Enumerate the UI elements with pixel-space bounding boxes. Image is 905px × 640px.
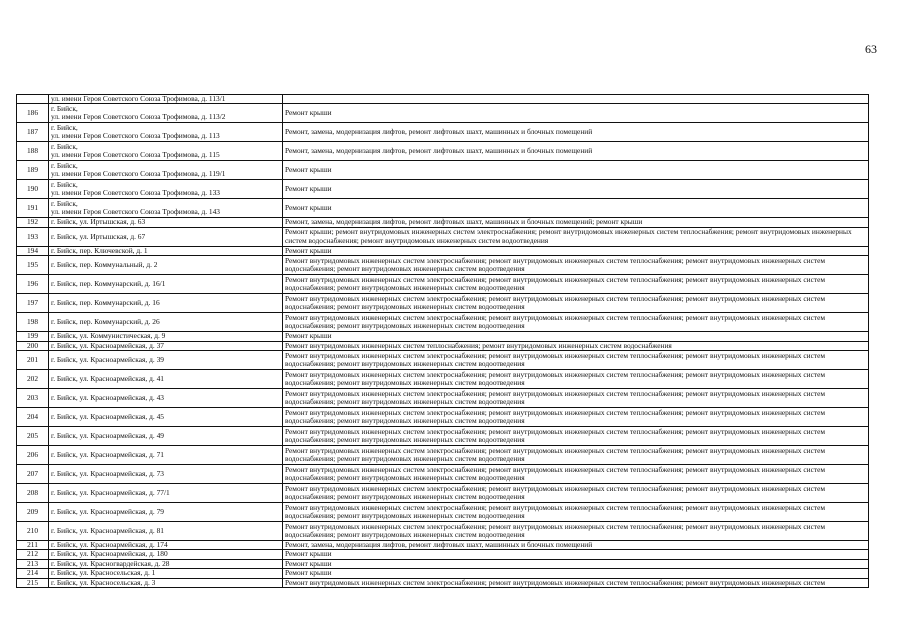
table-row xyxy=(17,550,869,559)
row-address: г. Бийск, пер. Коммунарский, д. 26 xyxy=(49,313,283,332)
row-works xyxy=(283,95,869,104)
row-works: Ремонт внутридомовых инженерных систем электроснабжения; ремонт внутридомовых инженерных систем теплоснабжения; ремонт внутридомовых инженерных систем водоснабжения; ремонт внутридомовых инженерных систем водоотведения xyxy=(283,465,869,484)
row-address: ул. имени Героя Советского Союза Трофимова, д. 113/1 xyxy=(49,95,283,104)
table-row xyxy=(17,199,869,218)
row-works: Ремонт внутридомовых инженерных систем электроснабжения; ремонт внутридомовых инженерных систем теплоснабжения; ремонт внутридомовых инженерных систем водоснабжения; ремонт внутридомовых инженерных систем водоотведения xyxy=(283,484,869,503)
row-works: Ремонт крыши xyxy=(283,199,869,218)
row-address: г. Бийск, пер. Коммунальный, д. 2 xyxy=(49,256,283,275)
row-works: Ремонт крыши; ремонт внутридомовых инженерных систем электроснабжения; ремонт внутридомовых инженерных систем теплоснабжения; ремонт внутридомовых инженерных систем водоснабжения; ремонт внутридомовых инженерных систем водоотведения xyxy=(283,227,869,246)
row-address: г. Бийск, ул. Красноармейская, д. 174 xyxy=(49,541,283,550)
row-works: Ремонт внутридомовых инженерных систем электроснабжения; ремонт внутридомовых инженерных систем теплоснабжения; ремонт внутридомовых инженерных систем водоснабжения; ремонт внутридомовых инженерных систем водоотведения xyxy=(283,408,869,427)
row-address: г. Бийск, ул. Красноармейская, д. 81 xyxy=(49,522,283,541)
table-row xyxy=(17,332,869,341)
row-number: 187 xyxy=(17,123,49,142)
row-number: 202 xyxy=(17,370,49,389)
table-row xyxy=(17,408,869,427)
row-number: 195 xyxy=(17,256,49,275)
row-address: г. Бийск, ул. Красноармейская, д. 39 xyxy=(49,351,283,370)
row-works: Ремонт крыши xyxy=(283,180,869,199)
row-works: Ремонт крыши xyxy=(283,332,869,341)
row-number: 213 xyxy=(17,559,49,568)
row-works: Ремонт внутридомовых инженерных систем электроснабжения; ремонт внутридомовых инженерных систем теплоснабжения; ремонт внутридомовых инженерных систем xyxy=(283,578,869,587)
row-number: 186 xyxy=(17,104,49,123)
table-row xyxy=(17,522,869,541)
table-row xyxy=(17,341,869,350)
row-number: 197 xyxy=(17,294,49,313)
row-number: 207 xyxy=(17,465,49,484)
table-row xyxy=(17,465,869,484)
row-works: Ремонт крыши xyxy=(283,550,869,559)
table-row xyxy=(17,123,869,142)
row-works: Ремонт, замена, модернизация лифтов, ремонт лифтовых шахт, машинных и блочных помещений xyxy=(283,541,869,550)
row-address: г. Бийск, ул. имени Героя Советского Союза Трофимова, д. 133 xyxy=(49,180,283,199)
table-row xyxy=(17,484,869,503)
row-number: 214 xyxy=(17,569,49,578)
repair-registry-table xyxy=(16,94,869,588)
row-works: Ремонт внутридомовых инженерных систем электроснабжения; ремонт внутридомовых инженерных систем теплоснабжения; ремонт внутридомовых инженерных систем водоснабжения; ремонт внутридомовых инженерных систем водоотведения xyxy=(283,389,869,408)
row-number: 198 xyxy=(17,313,49,332)
row-works: Ремонт внутридомовых инженерных систем теплоснабжения; ремонт внутридомовых инженерных систем водоснабжения xyxy=(283,341,869,350)
table-row xyxy=(17,389,869,408)
page-number: 63 xyxy=(865,42,877,56)
row-number: 201 xyxy=(17,351,49,370)
row-number: 203 xyxy=(17,389,49,408)
row-works: Ремонт крыши xyxy=(283,161,869,180)
row-number: 194 xyxy=(17,246,49,255)
row-address: г. Бийск, ул. Иртышская, д. 63 xyxy=(49,218,283,227)
row-works: Ремонт, замена, модернизация лифтов, ремонт лифтовых шахт, машинных и блочных помещений xyxy=(283,142,869,161)
row-number: 191 xyxy=(17,199,49,218)
row-address: г. Бийск, ул. Коммунистическая, д. 9 xyxy=(49,332,283,341)
row-address: г. Бийск, пер. Коммунарский, д. 16/1 xyxy=(49,275,283,294)
row-works: Ремонт внутридомовых инженерных систем электроснабжения; ремонт внутридомовых инженерных систем теплоснабжения; ремонт внутридомовых инженерных систем водоснабжения; ремонт внутридомовых инженерных систем водоотведения xyxy=(283,370,869,389)
table-row xyxy=(17,313,869,332)
row-works: Ремонт внутридомовых инженерных систем электроснабжения; ремонт внутридомовых инженерных систем теплоснабжения; ремонт внутридомовых инженерных систем водоснабжения; ремонт внутридомовых инженерных систем водоотведения xyxy=(283,503,869,522)
row-works: Ремонт внутридомовых инженерных систем электроснабжения; ремонт внутридомовых инженерных систем теплоснабжения; ремонт внутридомовых инженерных систем водоснабжения; ремонт внутридомовых инженерных систем водоотведения xyxy=(283,522,869,541)
row-number: 189 xyxy=(17,161,49,180)
table-row xyxy=(17,370,869,389)
row-works: Ремонт, замена, модернизация лифтов, ремонт лифтовых шахт, машинных и блочных помещений; ремонт крыши xyxy=(283,218,869,227)
row-works: Ремонт крыши xyxy=(283,569,869,578)
row-number: 210 xyxy=(17,522,49,541)
row-number: 204 xyxy=(17,408,49,427)
table-row xyxy=(17,559,869,568)
row-number: 205 xyxy=(17,427,49,446)
row-number: 215 xyxy=(17,578,49,587)
row-number: 208 xyxy=(17,484,49,503)
row-works: Ремонт крыши xyxy=(283,104,869,123)
table-row xyxy=(17,161,869,180)
row-address: г. Бийск, ул. Красносельская, д. 1 xyxy=(49,569,283,578)
table-row xyxy=(17,142,869,161)
row-address: г. Бийск, ул. Красноармейская, д. 77/1 xyxy=(49,484,283,503)
table-row xyxy=(17,275,869,294)
table-row xyxy=(17,227,869,246)
row-address: г. Бийск, ул. имени Героя Советского Союза Трофимова, д. 113 xyxy=(49,123,283,142)
row-address: г. Бийск, ул. Иртышская, д. 67 xyxy=(49,227,283,246)
table-row xyxy=(17,294,869,313)
table-row xyxy=(17,351,869,370)
table-row xyxy=(17,180,869,199)
row-address: г. Бийск, ул. Красноармейская, д. 73 xyxy=(49,465,283,484)
row-number: 192 xyxy=(17,218,49,227)
row-address: г. Бийск, ул. Красногвардейская, д. 28 xyxy=(49,559,283,568)
row-address: г. Бийск, ул. Красноармейская, д. 79 xyxy=(49,503,283,522)
row-works: Ремонт крыши xyxy=(283,559,869,568)
table-row xyxy=(17,446,869,465)
row-works: Ремонт, замена, модернизация лифтов, ремонт лифтовых шахт, машинных и блочных помещений xyxy=(283,123,869,142)
registry-body xyxy=(17,95,869,588)
row-address: г. Бийск, ул. Красноармейская, д. 180 xyxy=(49,550,283,559)
row-number: 199 xyxy=(17,332,49,341)
table-row xyxy=(17,104,869,123)
row-address: г. Бийск, ул. имени Героя Советского Союза Трофимова, д. 119/1 xyxy=(49,161,283,180)
row-number: 193 xyxy=(17,227,49,246)
row-works: Ремонт внутридомовых инженерных систем электроснабжения; ремонт внутридомовых инженерных систем теплоснабжения; ремонт внутридомовых инженерных систем водоснабжения; ремонт внутридомовых инженерных систем водоотведения xyxy=(283,313,869,332)
row-number: 190 xyxy=(17,180,49,199)
table-row xyxy=(17,246,869,255)
table-row xyxy=(17,218,869,227)
row-number xyxy=(17,95,49,104)
row-number: 212 xyxy=(17,550,49,559)
row-address: г. Бийск, ул. Красноармейская, д. 37 xyxy=(49,341,283,350)
row-works: Ремонт внутридомовых инженерных систем электроснабжения; ремонт внутридомовых инженерных систем теплоснабжения; ремонт внутридомовых инженерных систем водоснабжения; ремонт внутридомовых инженерных систем водоотведения xyxy=(283,351,869,370)
row-works: Ремонт внутридомовых инженерных систем электроснабжения; ремонт внутридомовых инженерных систем теплоснабжения; ремонт внутридомовых инженерных систем водоснабжения; ремонт внутридомовых инженерных систем водоотведения xyxy=(283,256,869,275)
row-works: Ремонт внутридомовых инженерных систем электроснабжения; ремонт внутридомовых инженерных систем теплоснабжения; ремонт внутридомовых инженерных систем водоснабжения; ремонт внутридомовых инженерных систем водоотведения xyxy=(283,446,869,465)
row-address: г. Бийск, ул. имени Героя Советского Союза Трофимова, д. 115 xyxy=(49,142,283,161)
row-address: г. Бийск, ул. Красноармейская, д. 43 xyxy=(49,389,283,408)
row-number: 196 xyxy=(17,275,49,294)
table-row xyxy=(17,95,869,104)
row-number: 200 xyxy=(17,341,49,350)
row-number: 209 xyxy=(17,503,49,522)
row-works: Ремонт внутридомовых инженерных систем электроснабжения; ремонт внутридомовых инженерных систем теплоснабжения; ремонт внутридомовых инженерных систем водоснабжения; ремонт внутридомовых инженерных систем водоотведения xyxy=(283,294,869,313)
row-address: г. Бийск, ул. Красносельская, д. 3 xyxy=(49,578,283,587)
row-works: Ремонт внутридомовых инженерных систем электроснабжения; ремонт внутридомовых инженерных систем теплоснабжения; ремонт внутридомовых инженерных систем водоснабжения; ремонт внутридомовых инженерных систем водоотведения xyxy=(283,275,869,294)
table-row xyxy=(17,578,869,587)
row-address: г. Бийск, пер. Коммунарский, д. 16 xyxy=(49,294,283,313)
row-number: 211 xyxy=(17,541,49,550)
row-works: Ремонт крыши xyxy=(283,246,869,255)
row-address: г. Бийск, ул. имени Героя Советского Союза Трофимова, д. 113/2 xyxy=(49,104,283,123)
row-address: г. Бийск, пер. Ключевской, д. 1 xyxy=(49,246,283,255)
table-row xyxy=(17,427,869,446)
table-row xyxy=(17,541,869,550)
row-works: Ремонт внутридомовых инженерных систем электроснабжения; ремонт внутридомовых инженерных систем теплоснабжения; ремонт внутридомовых инженерных систем водоснабжения; ремонт внутридомовых инженерных систем водоотведения xyxy=(283,427,869,446)
row-address: г. Бийск, ул. Красноармейская, д. 71 xyxy=(49,446,283,465)
row-address: г. Бийск, ул. Красноармейская, д. 41 xyxy=(49,370,283,389)
table-row xyxy=(17,256,869,275)
row-address: г. Бийск, ул. Красноармейская, д. 45 xyxy=(49,408,283,427)
row-number: 206 xyxy=(17,446,49,465)
table-row xyxy=(17,503,869,522)
row-address: г. Бийск, ул. Красноармейская, д. 49 xyxy=(49,427,283,446)
table-row xyxy=(17,569,869,578)
row-address: г. Бийск, ул. имени Героя Советского Союза Трофимова, д. 143 xyxy=(49,199,283,218)
row-number: 188 xyxy=(17,142,49,161)
